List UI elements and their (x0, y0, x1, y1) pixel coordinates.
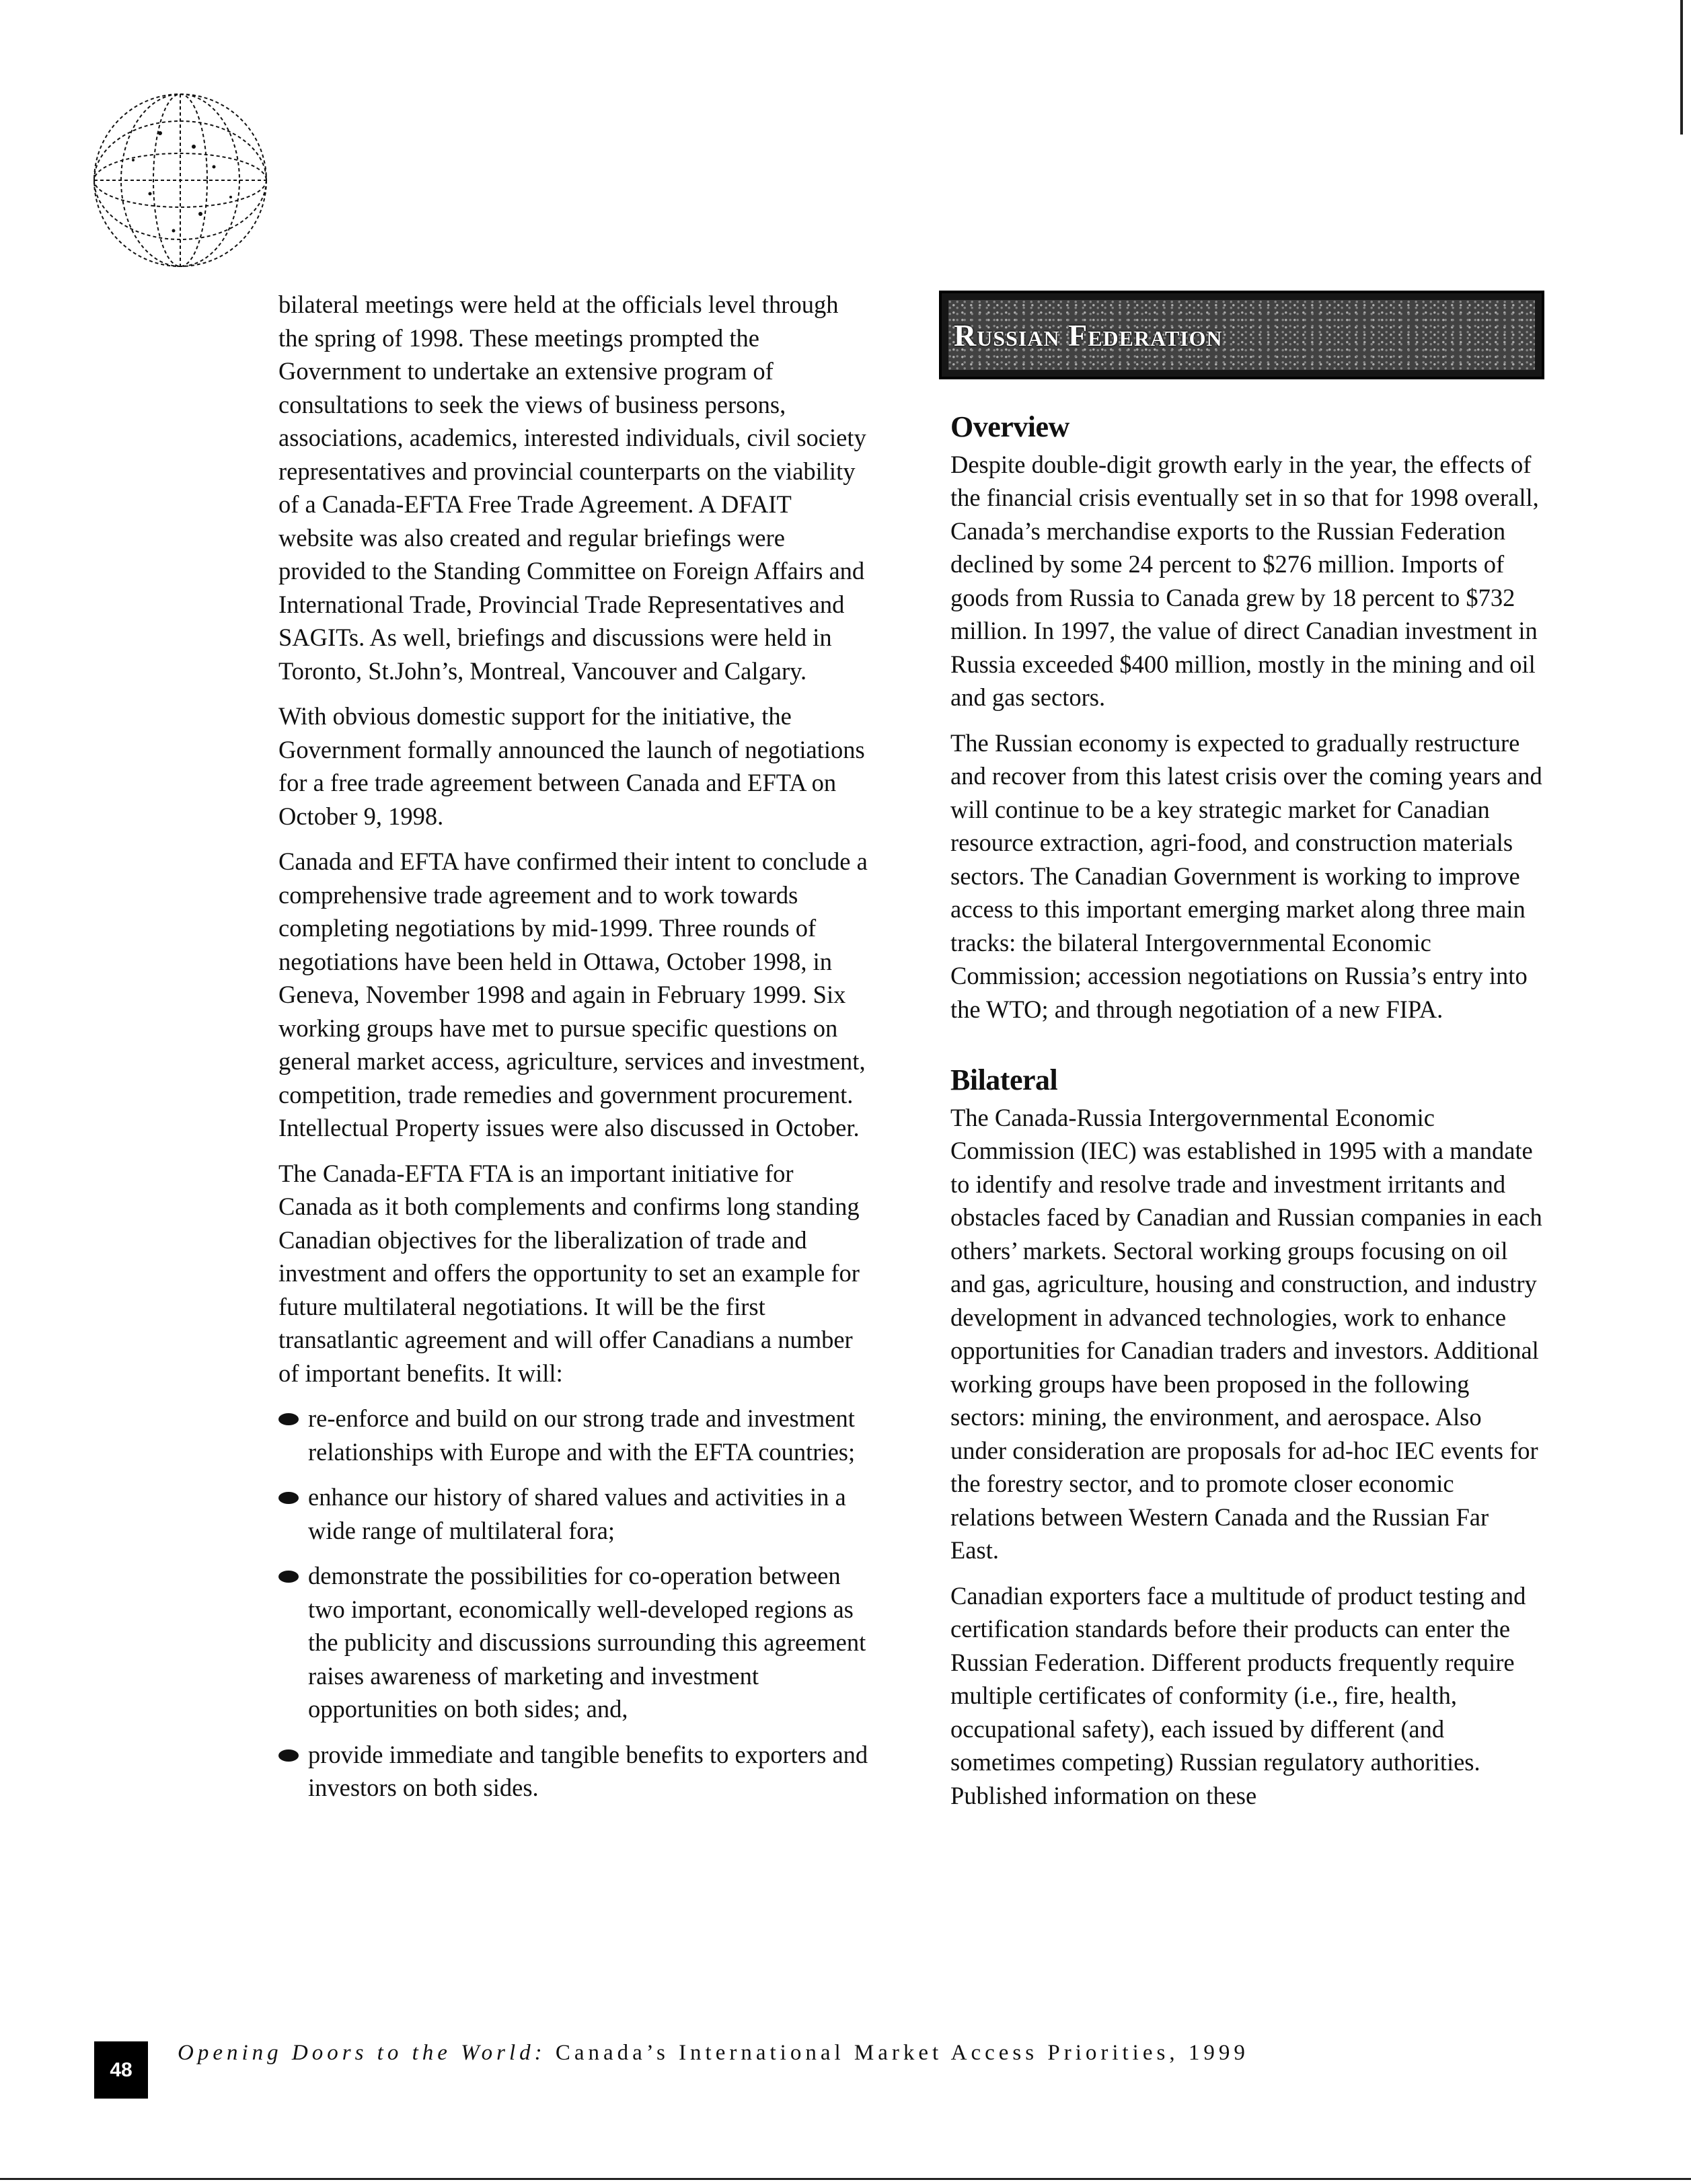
benefit-list (278, 1402, 870, 1805)
section-title: Russian Federation (954, 318, 1223, 352)
paragraph: With obvious domestic support for the initiative, the Government formally announced the launch of negotiations for a free trade agreement between Canada and EFTA on October 9, 1998. (278, 702, 865, 830)
list-item (278, 1559, 870, 1726)
paragraph: bilateral meetings were held at the officials level through the spring of 1998. These meetings prompted the Government to undertake an extensive program of consultations to seek the views of business persons, associations, academics, interested individuals, civil society representatives and provincial counterparts on the viability of a Canada-EFTA Free Trade Agreement. A DFAIT website was also created and regular briefings were provided to the Standing Committee on Foreign Affairs and International Trade, Provincial Trade Representatives and SAGITs. As well, briefings and discussions were held in Toronto, St.John’s, Montreal, Vancouver and Calgary. (278, 291, 866, 685)
list-item-text: enhance our history of shared values and activities in a wide range of multilateral fora; (308, 1483, 846, 1544)
bilateral-heading: Bilateral (950, 1063, 1058, 1096)
footer-title-rest: Canada’s International Market Access Priorities, 1999 (555, 2041, 1249, 2065)
running-footer (178, 2041, 1523, 2066)
scan-edge-line (0, 2178, 1691, 2180)
list-item-text: re-enforce and build on our strong trade and investment relationships with Europe and with the EFTA countries; (308, 1404, 856, 1466)
paragraph: Canada and EFTA have confirmed their intent to conclude a comprehensive trade agreement and to work towards completing negotiations by mid-1999. Three rounds of negotiations have been held in Ottawa, October 1998, in Geneva, November 1998 and again in February 1999. Six working groups have met to pursue specific questions on general market access, agriculture, services and investment, competition, trade remedies and government procurement. Intellectual Property issues were also discussed in October. (278, 848, 868, 1141)
left-column (278, 288, 870, 1817)
paragraph: The Russian economy is expected to gradually restructure and recover from this latest crisis over the coming years and will continue to be a key strategic market for Canadian resource extraction, agri-food, and construction materials sectors. The Canadian Government is working to improve access to this important emerging market along three main tracks: the bilateral Intergovernmental Economic Commission; accession negotiations on Russia’s entry into the WTO; and through negotiation of a new FIPA. (950, 728, 1542, 1023)
list-item-text: provide immediate and tangible benefits to exporters and investors on both sides. (308, 1740, 868, 1801)
paragraph: The Canada-EFTA FTA is an important initiative for Canada as it both complements and confirms long standing Canadian objectives for the liberalization of trade and investment and offers the opportunity to set an example for future multilateral negotiations. It will be the first transatlantic agreement and will offer Canadians a number of important benefits. It will: (278, 1159, 860, 1387)
bullet-icon (278, 1413, 299, 1425)
list-item-text: demonstrate the possibilities for co-operation between two important, economically well-developed regions as the publicity and discussions surrounding this agreement raises awareness of marketing and investment opportunities on both sides; and, (308, 1562, 866, 1723)
globe-icon (86, 86, 274, 274)
footer-title-italic: Opening Doors to the World: (178, 2041, 546, 2065)
paragraph: The Canada-Russia Intergovernmental Economic Commission (IEC) was established in 1995 with a mandate to identify and resolve trade and investment irritants and obstacles faced by Canadian and Russian companies in each others’ markets. Sectoral working groups focusing on oil and gas, agriculture, housing and construction, and industry development in advanced technologies, work to enhance opportunities for Canadian traders and investors. Additional working groups have been proposed in the following sectors: mining, the environment, and aerospace. Also under consideration are proposals for ad-hoc IEC events for the forestry sector, and to promote closer economic relations between Western Canada and the Russian Far East. (950, 1103, 1542, 1564)
scan-edge-line (1680, 0, 1683, 135)
paragraph: Despite double-digit growth early in the year, the effects of the financial crisis eventually set in so that for 1998 overall, Canada’s merchandise exports to the Russian Federation declined by some 24 percent to $276 million. Imports of goods from Russia to Canada grew by 18 percent to $732 million. In 1997, the value of direct Canadian investment in Russia exceeded $400 million, mostly in the mining and oil and gas sectors. (950, 450, 1539, 711)
list-item (278, 1738, 870, 1805)
bullet-icon (278, 1492, 299, 1504)
section-banner (939, 291, 1544, 379)
right-column (950, 410, 1542, 1824)
page-number: 48 (94, 2041, 148, 2099)
list-item (278, 1480, 870, 1547)
bullet-icon (278, 1749, 299, 1762)
bullet-icon (278, 1571, 299, 1583)
list-item (278, 1402, 870, 1468)
overview-heading: Overview (950, 410, 1069, 443)
paragraph: Canadian exporters face a multitude of product testing and certification standards before their products can enter the Russian Federation. Different products frequently require multiple certificates of conformity (i.e., fire, health, occupational safety), each issued by different (and sometimes competing) Russian regulatory authorities. Published information on these (950, 1581, 1526, 1809)
